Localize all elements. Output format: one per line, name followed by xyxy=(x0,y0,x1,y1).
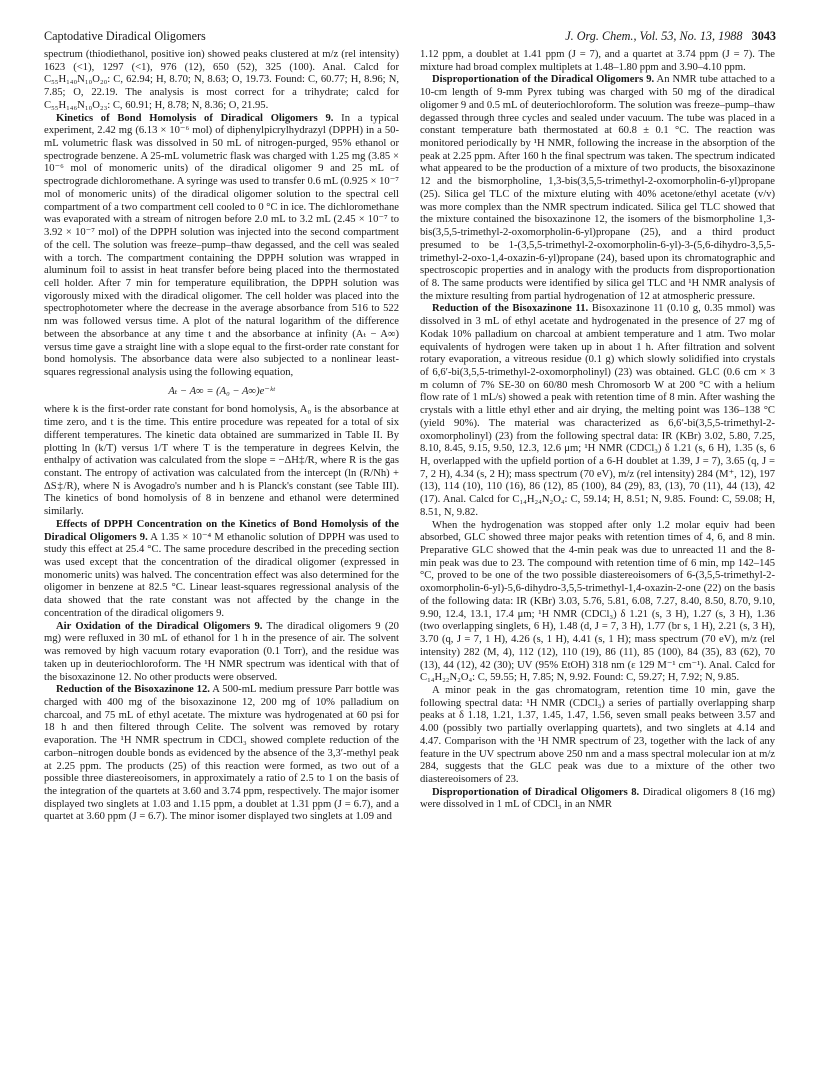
equation: Aₜ − A∞ = (A₀ − A∞)e⁻ᵏᵗ xyxy=(168,385,275,397)
paragraph xyxy=(44,621,399,685)
paragraph-body: Diradical oligomers 8 (16 mg) were dissolved in 1 mL of CDCl₃ in an NMR xyxy=(420,786,775,811)
journal-citation xyxy=(565,28,776,44)
paragraph xyxy=(44,684,399,824)
left-column xyxy=(44,49,399,824)
paragraph: A minor peak in the gas chromatogram, retention time 10 min, gave the following spectral data: ¹H NMR (CDCl₃) a series of partially overlapping sharp peaks at δ 1.18, 1.21, 1.37, 1.45, 1.47, 1.56, seven small peaks between 3.57 and 4.00 (possibly two partially overlapping quartets), and two singlets at 4.14 and 4.47. Comparison with the ¹H NMR spectrum of 23, together with the lack of any feature in the UV spectrum above 250 nm and a mass spectral molecular ion at m/z 284, suggests that the GLC peak was due to a mixture of the other two diastereoisomers of 23. xyxy=(420,684,775,785)
journal-info: J. Org. Chem., Vol. 53, No. 13, 1988 xyxy=(565,29,743,43)
page-number: 3043 xyxy=(751,29,776,43)
section-heading: Reduction of the Bisoxazinone 12. xyxy=(56,684,210,696)
paragraph: 1.12 ppm, a doublet at 1.41 ppm (J = 7), and a quartet at 3.74 ppm (J = 7). The mixture had broad complex multiplets at 1.48–1.80 ppm and 3.90–4.10 ppm. xyxy=(420,49,775,73)
paragraph-body: An NMR tube attached to a 10-cm length of 9-mm Pyrex tubing was charged with 50 mg of the diradical oligomer 9 and 0.5 mL of deuteriochloroform. The solution was freeze–pump–thaw degassed through three cycles and sealed under vacuum. The tube was placed in a constant temperature bath thermostated at 60.8 ± 0.1 °C. The reaction was monitored periodically by ¹H NMR, following the increase in the absorption of the peak at 2.25 ppm. After 160 h the final spectrum was taken. The spectrum indicated what appeared to be the production of a mixture of two products, the bisoxazinone 12 and the bismorpholine, 1,3-bis(3,5,5-trimethyl-2-oxomorpholin-6-yl)propane (25). Silica gel TLC of the mixture eluting with 40% acetone/ethyl acetate (v/v) was more complex than the NMR spectrum indicated. Silica gel TLC showed that the mixture contained the bisoxazinone 12, the isomers of the bismorpholine 1,3-bis(3,5,5-trimethyl-2-oxomorpholin-6-yl)propane (25), and a third product presumed to be 1-(3,5,5-trimethyl-2-oxomorpholin-6-yl)-3-(5,6-dihydro-3,5,5-trimethyl-2-oxo-1,4-oxazin-6-yl)propane (24), based upon its chromatographic and spectroscopic properties and in analogy with the products from disproportionation of 8. The same products were identified by silica gel TLC and ¹H NMR analysis of the mixture resulting from partial hydrogenation of 12 at atmospheric pressure. xyxy=(420,74,776,302)
right-column xyxy=(420,49,775,812)
paragraph-body: The diradical oligomers 9 (20 mg) were refluxed in 30 mL of ethanol for 1 h in the presence of air. The solvent was removed by high vacuum rotary evaporation (0.1 Torr), and the residue was taken up in deuteriochloroform. The ¹H NMR spectrum was identical with that of the bisoxazinone 12. No other products were observed. xyxy=(44,620,399,683)
paragraph xyxy=(420,74,775,303)
paragraph: where k is the first-order rate constant for bond homolysis, A₀ is the absorbance at time zero, and t is the time. This entire procedure was repeated for a total of six different temperatures. The kinetic data obtained are summarized in Table II. By plotting ln (k/T) versus 1/T where T is the temperature in degrees Kelvin, the enthalpy of activation was calculated from the slope = −ΔH‡/R, where R is the gas constant. The entropy of activation was calculated from the intercept (ln (R/Nh) + ΔS‡/R), where N is Avogadro's number and h is Planck's constant (see Table III). The kinetics of bond homolysis of 8 in benzene and ethanol were determined similarly. xyxy=(44,404,399,518)
paragraph-body: A 1.35 × 10⁻⁴ M ethanolic solution of DPPH was used to study this effect at 25.4 °C. The same procedure described in the preceding section was used except that the concentration of the diradical oligomer (expressed in monomeric units) was halved. The concentration effect was also determined for the oligomer in benzene at 82.5 °C. Linear least-squares regressional analysis of the data showed that the rate constant was not affected by the change in the concentration of the diradical oligomers 9. xyxy=(44,531,399,619)
section-heading: Effects of DPPH Concentration on the Kinetics of Bond Homolysis of the Diradical Oligomers 9. xyxy=(44,518,399,543)
paragraph: When the hydrogenation was stopped after only 1.2 molar equiv had been absorbed, GLC showed three major peaks with retention times of 4, 6, and 8 min. Preparative GLC showed that the 4-min peak was due to unreacted 11 and the 8-min peak was due to 23. The compound with retention time of 6 min, mp 142–145 °C, proved to be one of the two possible diastereoisomers of 6-(3,5,5-trimethyl-2-oxomorpholin-6-yl)-5,6-dihydro-3,5,5-trimethyl-1,4-oxazin-2-one (22) on the basis of the following data: IR (KBr) 3.03, 5.76, 5.81, 6.08, 7.27, 8.40, 8.50, 8.70, 9.10, 9.90, 12.4, 13.1, 17.4 μm; ¹H NMR (CDCl₃) δ 1.21 (s, 3 H), 1.27 (s, 3 H), 1.36 (two overlapping singlets, 6 H), 1.48 (d, J = 7, 3 H), 1.77 (br s, 1 H), 2.21 (s, 3 H), 3.70 (q, J = 7, 1 H), 4.26 (s, 1 H), 4.41 (s, 1 H); mass spectrum (70 eV), m/z (rel intensity) 282 (M, 4), 112 (12), 110 (19), 86 (11), 85 (100), 84 (35), 83 (62), 70 (13), 44 (12), 42 (30); UV (95% EtOH) 318 nm (ε 129 M⁻¹ cm⁻¹). Anal. Calcd for C₁₄H₂₂N₂O₄: C, 59.55; H, 7.85; N, 9.92. Found: C, 59.27; H, 7.92; N, 9.85. xyxy=(420,519,775,684)
section-heading: Disproportionation of the Diradical Oligomers 9. xyxy=(432,74,655,86)
paragraph xyxy=(44,113,399,380)
paragraph xyxy=(420,787,775,812)
paragraph-body: In a typical experiment, 2.42 mg (6.13 × 10⁻⁶ mol) of diphenylpicrylhydrazyl (DPPH) in a 50-mL volumetric flask was dissolved in 50 mL of nitrogen-purged, 95% ethanol or spectrograde benzene. A 25-mL volumetric flask was charged with 1.25 mg (3.85 × 10⁻⁶ mol of monomeric units) of the diradical oligomer 9 and 25 mL of spectrograde dichloromethane. A syringe was used to transfer 0.6 mL (0.925 × 10⁻⁷ mol of monomeric units) of the diradical oligomer solution to the spectral cell compartment of a two compartment cell cooled to 0 °C in ice. The dichloromethane was evaporated with a stream of nitrogen before 2.0 mL to 3.2 mL (2.45 × 10⁻⁷ to 3.92 × 10⁻⁷ mol) of the DPPH solution was injected into the second compartment of the cell. The solution was freeze–pump–thaw degassed, and the cell was sealed with a torch. The compartment containing the DPPH solution was wrapped in aluminum foil to assist in heat transfer before being placed into the thermostated cell holder. After 7 min for temperature equilibration, the DPPH solution was vigorously mixed with the diradical oligomer. The cell holder was placed into the spectrophotometer where the decrease in the average absorbance from 516 to 522 nm was followed versus time. A plot of the natural logarithm of the difference between the absorbance at any time t and the absorbance at infinity (Aₜ − A∞) versus time gave a straight line with a slope equal to the first-order rate constant for bond homolysis. The absorbance data were also subjected to a nonlinear least-squares regressional analysis using the following equation, xyxy=(44,112,399,378)
paragraph xyxy=(44,519,399,621)
paragraph xyxy=(420,303,775,519)
section-heading: Reduction of the Bisoxazinone 11. xyxy=(432,303,589,315)
section-heading: Air Oxidation of the Diradical Oligomers 9. xyxy=(56,620,263,632)
running-title: Captodative Diradical Oligomers xyxy=(44,29,206,43)
section-heading: Disproportionation of Diradical Oligomers 8. xyxy=(432,786,640,798)
paragraph: spectrum (thiodiethanol, positive ion) showed peaks clustered at m/z (rel intensity) 1623 (<1), 1297 (<1), 976 (12), 650 (52), 325 (100). Anal. Calcd for C₅₅H₁₄₀N₁₀O₂₀: C, 62.94; H, 8.70; N, 8.63; O, 19.73. Found: C, 60.77; H, 8.96; N, 7.85; O, 22.19. The analysis is most correct for a trihydrate; calcd for C₅₅H₁₄₆N₁₀O₂₃: C, 60.91; H, 8.78; N, 8.36; O, 21.95. xyxy=(44,49,399,111)
running-header xyxy=(44,28,776,44)
paragraph-body: Bisoxazinone 11 (0.10 g, 0.35 mmol) was dissolved in 3 mL of ethyl acetate and hydrogenated in the presence of 27 mg of Kodak 10% palladium on charcoal at ambient temperature and 1 atm. Two molar equivalents of hydrogen were taken up in about 1 h. After filtration and solvent rotary evaporation, a vitreous residue (0.1 g) which slowly solidified into crystals of 6,6′-bi(3,5,5-trimethyl-2-oxomorpholinyl) (23) was obtained. GLC (0.6 cm × 3 m column of 7% SE-30 on 60/80 mesh Chromosorb W at 200 °C with a helium flow rate of 1 mL/s) showed a peak with retention time of 8 min. After washing the crystals with a little ethyl ether and air drying, the melting point was 136–138 °C (yield 90%). The material was characterized as 6,6′-bi(3,5,5-trimethyl-2-oxomorpholinyl) (23) from the following spectral data: IR (KBr) 3.02, 5.80, 7.25, 8.10, 8.45, 9.15, 9.50, 12.3, 12.6 μm; ¹H NMR (CDCl₃) δ 1.21 (s, 6 H), 1.35 (s, 6 H, overlapped with the upfield portion of a 6-H doublet at 1.39, J = 7), 3.65 (q, J = 7, 2 H), 4.34 (s, 2 H); mass spectrum (70 eV), m/z (rel intensity) 284 (M⁺, 12), 197 (13), 114 (10), 110 (16), 86 (12), 85 (100), 84 (29), 83, (13), 70 (11), 44 (13), 42 (17). Anal. Calcd for C₁₄H₂₄N₂O₄: C, 59.14; H, 8.51; N, 9.85. Found: C, 59.08; H, 8.51, N, 9.82. xyxy=(420,303,775,518)
section-heading: Kinetics of Bond Homolysis of Diradical Oligomers 9. xyxy=(56,112,334,124)
paragraph-body: A 500-mL medium pressure Parr bottle was charged with 400 mg of the bisoxazinone 12, 200 mg of 10% palladium on charcoal, and 75 mL of ethyl acetate. The mixture was hydrogenated at 60 psi for 18 h and then filtered through Celite. The solvent was removed by rotary evaporation. The ¹H NMR spectrum in CDCl₃ showed complete reduction of the carbon–nitrogen double bonds as evidenced by the absence of the 3,3′-methyl peak at 2.25 ppm. The products (25) of this reaction were formed, as two out of a possible three diastereoisomers, in approximately a ratio of 2.5 to 1 on the basis of the integration of the quartets at 3.60 and 3.74 ppm, respectively. The major isomer displayed two singlets at 1.03 and 1.15 ppm, a doublet at 1.31 ppm (J = 6.7), and a quartet at 3.60 ppm (J = 6.7). The minor isomer displayed two singlets at 1.09 and xyxy=(44,684,399,823)
